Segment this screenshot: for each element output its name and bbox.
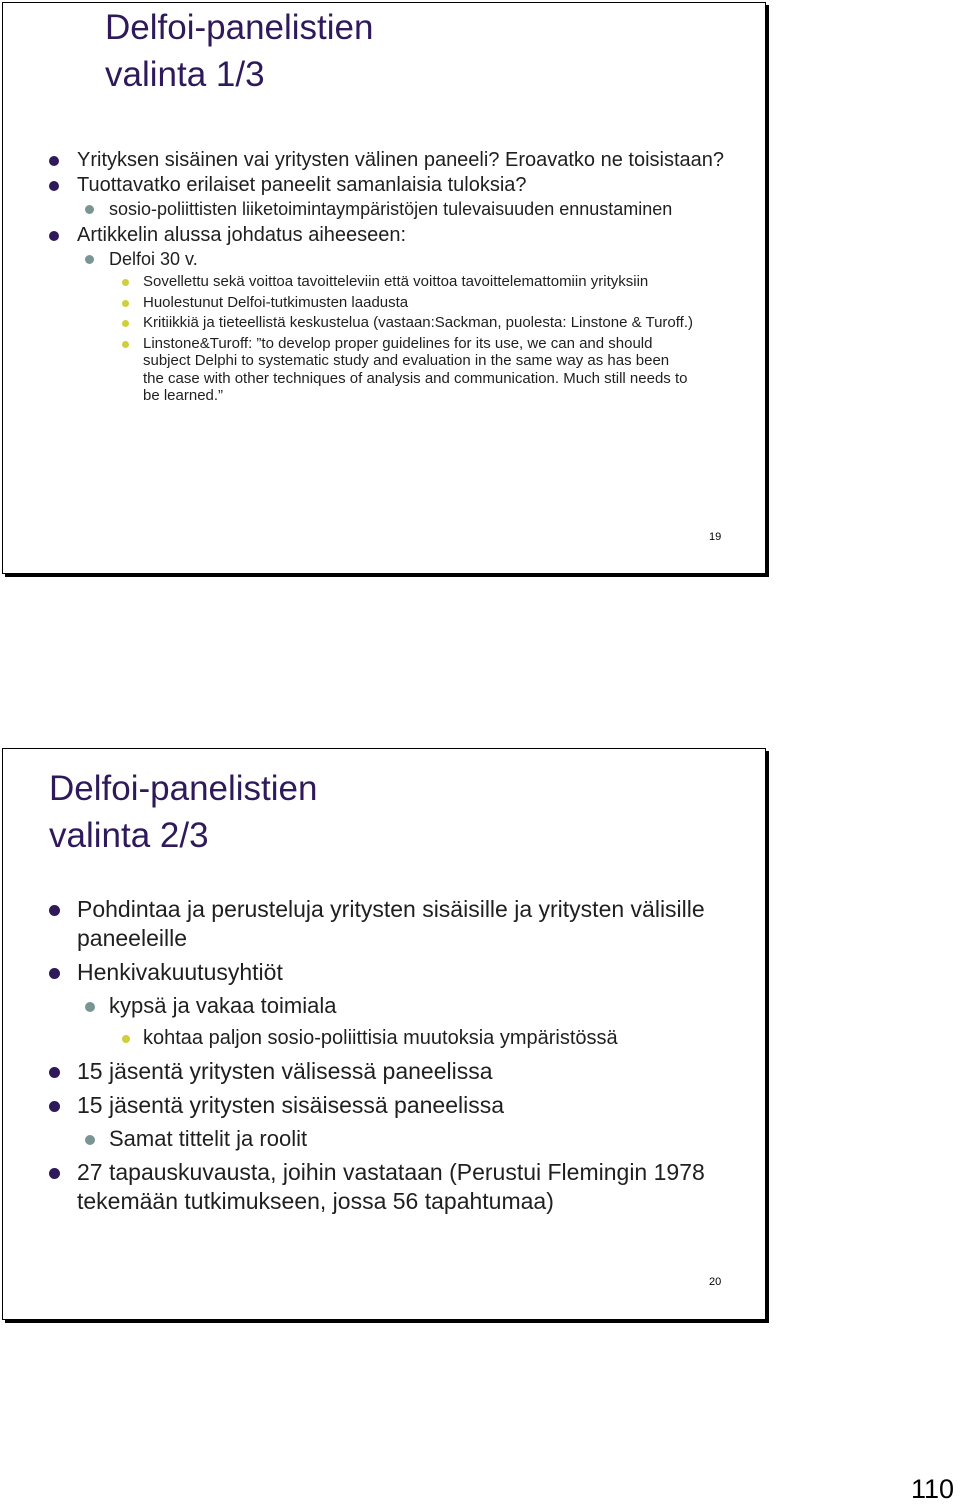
bullet-text: Samat tittelit ja roolit — [109, 1126, 308, 1151]
slide-19 — [2, 2, 766, 574]
sub-bullet-item — [3, 992, 733, 1020]
slide-title — [49, 765, 669, 859]
bullet-item — [3, 1158, 733, 1216]
bullet-item — [3, 173, 733, 197]
sub-bullet-item — [3, 1125, 733, 1153]
slide-title-line-2: valinta 1/3 — [105, 55, 265, 94]
bullet-dot-icon — [85, 1002, 95, 1012]
slide-title-line-1: Delfoi-panelistien — [49, 769, 318, 808]
bullet-text: Artikkelin alussa johdatus aiheeseen: — [77, 224, 407, 246]
bullet-dot-icon — [49, 231, 59, 241]
sub-sub-bullet-item — [3, 294, 733, 312]
bullet-text: Delfoi 30 v. — [109, 249, 198, 269]
bullet-dot-icon — [49, 1067, 60, 1078]
slide-number: 20 — [709, 1276, 722, 1288]
bullet-item — [3, 223, 733, 247]
slide-title-line-2: valinta 2/3 — [49, 816, 209, 855]
bullet-dot-icon — [122, 1035, 130, 1043]
bullet-text: sosio-poliittisten liiketoimintaympäristöjen tulevaisuuden ennustaminen — [109, 199, 673, 219]
bullet-item — [3, 148, 733, 172]
bullet-text: Henkivakuutusyhtiöt — [77, 959, 283, 985]
bullet-dot-icon — [122, 341, 129, 348]
page-number: 110 — [910, 1474, 954, 1504]
slide-number: 19 — [709, 531, 722, 543]
sub-sub-bullet-item — [3, 1025, 733, 1051]
bullet-text: kohtaa paljon sosio-poliittisia muutoksia ympäristössä — [143, 1027, 618, 1049]
slide-title — [105, 4, 725, 98]
bullet-dot-icon — [49, 156, 59, 166]
bullet-dot-icon — [49, 1168, 60, 1179]
bullet-text: 15 jäsentä yritysten sisäisessä paneelissa — [77, 1092, 505, 1118]
bullet-dot-icon — [49, 1101, 60, 1112]
bullet-text: Pohdintaa ja perusteluja yritysten sisäisille ja yritysten välisille paneeleille — [77, 896, 705, 951]
bullet-text: 15 jäsentä yritysten välisessä paneelissa — [77, 1058, 493, 1084]
bullet-dot-icon — [49, 968, 60, 979]
sub-sub-bullet-item — [3, 335, 733, 405]
bullet-dot-icon — [49, 905, 60, 916]
bullet-dot-icon — [85, 1135, 95, 1145]
sub-bullet-item — [3, 198, 733, 220]
bullet-dot-icon — [122, 300, 129, 307]
sub-bullet-item — [3, 248, 733, 270]
bullet-dot-icon — [122, 279, 129, 286]
bullet-dot-icon — [122, 320, 129, 327]
bullet-item — [3, 1091, 733, 1120]
sub-sub-bullet-item — [3, 273, 733, 291]
bullet-text: 27 tapauskuvausta, joihin vastataan (Perustui Flemingin 1978 tekemään tutkimukseen, jossa 56 tapahtumaa) — [77, 1159, 705, 1214]
bullet-text: Sovellettu sekä voittoa tavoitteleviin että voittoa tavoittelemattomiin yrityksiin — [143, 273, 649, 290]
bullet-text: Yrityksen sisäinen vai yritysten välinen paneeli? Eroavatko ne toisistaan? — [77, 149, 725, 171]
sub-sub-bullet-item — [3, 314, 733, 332]
bullet-text: Tuottavatko erilaiset paneelit samanlaisia tuloksia? — [77, 174, 527, 196]
bullet-item — [3, 895, 733, 953]
bullet-list — [3, 895, 733, 1221]
bullet-dot-icon — [85, 255, 94, 264]
bullet-dot-icon — [85, 205, 94, 214]
bullet-text: Huolestunut Delfoi-tutkimusten laadusta — [143, 293, 409, 311]
bullet-text: kypsä ja vakaa toimiala — [109, 993, 337, 1018]
bullet-dot-icon — [49, 181, 59, 191]
slide-20 — [2, 748, 766, 1320]
slide-title-line-1: Delfoi-panelistien — [105, 8, 374, 47]
bullet-item — [3, 1057, 733, 1086]
bullet-text: Kritiikkiä ja tieteellistä keskustelua (vastaan:Sackman, puolesta: Linstone & Turoff.) — [143, 314, 693, 331]
bullet-item — [3, 958, 733, 987]
bullet-list — [3, 148, 733, 408]
bullet-text: Linstone&Turoff: ”to develop proper guidelines for its use, we can and should subject Delphi to systematic study and evaluation in the same way as has been the case with other techniques of analysis and communication. Much still needs to be learned.” — [143, 334, 688, 404]
